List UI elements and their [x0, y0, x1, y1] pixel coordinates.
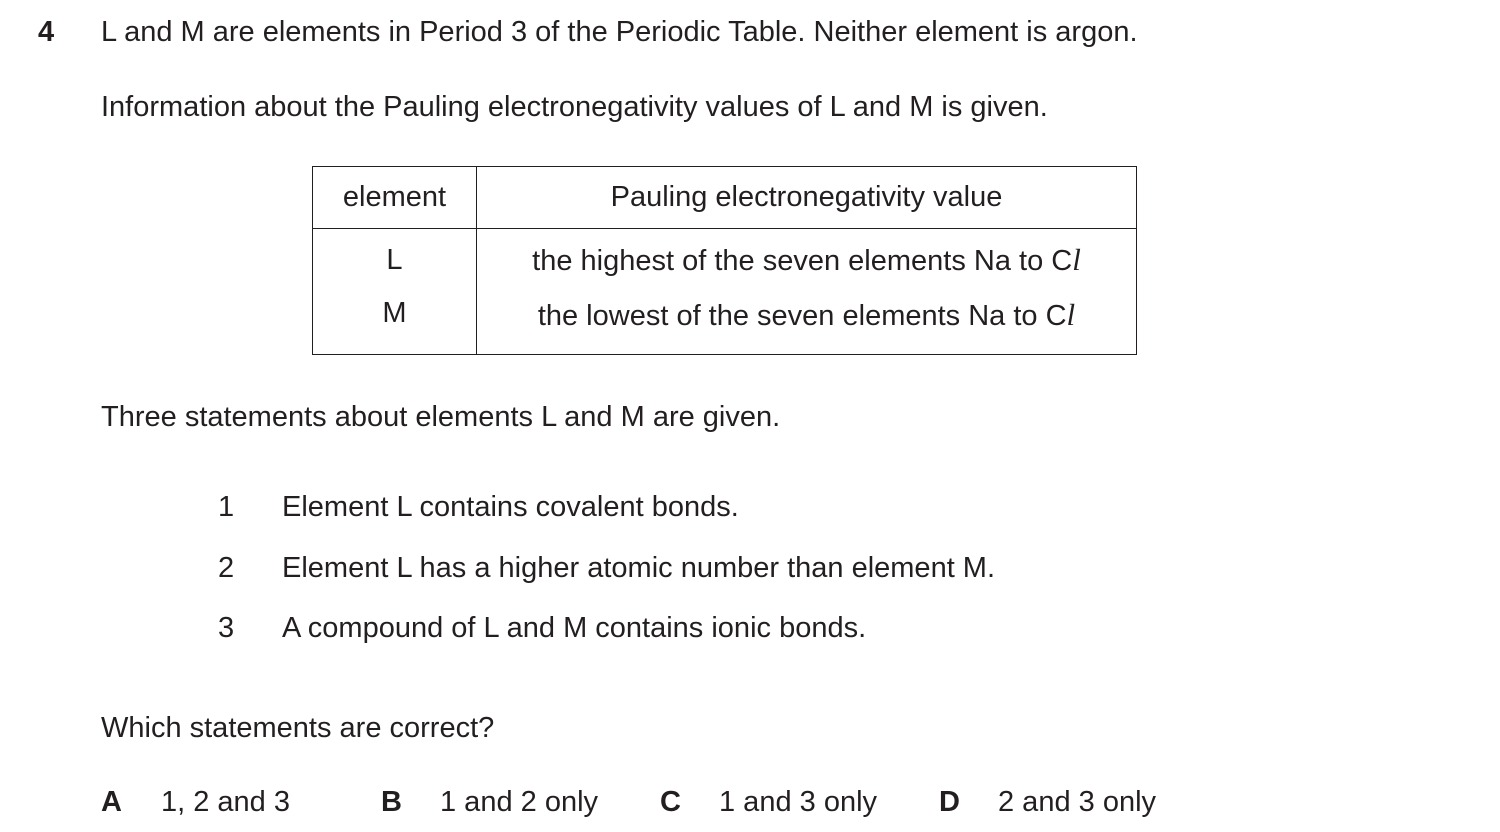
table-cell-value — [477, 229, 1137, 292]
electronegativity-table — [312, 166, 1137, 355]
table-cell-element: L — [313, 229, 477, 292]
statement-text: Element L contains covalent bonds. — [282, 491, 739, 523]
option-letter: C — [660, 786, 681, 818]
table-row — [313, 291, 1137, 355]
option-text: 1 and 2 only — [440, 786, 599, 818]
option-text: 2 and 3 only — [998, 786, 1157, 818]
table-header-value: Pauling electronegativity value — [477, 167, 1137, 229]
chlorine-l-symbol: l — [1072, 242, 1081, 277]
question-stem-line2: Information about the Pauling electronegativity values of L and M is given. — [101, 91, 1048, 123]
question-stem-line1: L and M are elements in Period 3 of the Periodic Table. Neither element is argon. — [101, 16, 1138, 48]
option-letter: D — [939, 786, 960, 818]
statement-text: A compound of L and M contains ionic bonds. — [282, 612, 867, 644]
statement-number: 1 — [218, 491, 235, 523]
value-text: the lowest of the seven elements Na to C — [537, 300, 1067, 332]
value-text: the highest of the seven elements Na to C — [532, 245, 1073, 277]
option-text: 1 and 3 only — [719, 786, 878, 818]
statement-number: 3 — [218, 612, 235, 644]
table-cell-value — [477, 291, 1137, 355]
statement-number: 2 — [218, 552, 235, 584]
option-text: 1, 2 and 3 — [161, 786, 290, 818]
statements-intro: Three statements about elements L and M are given. — [101, 401, 781, 433]
chlorine-l-symbol: l — [1066, 297, 1076, 332]
option-letter: A — [101, 786, 122, 818]
question-number: 4 — [38, 16, 55, 48]
table-row — [313, 229, 1137, 292]
option-letter: B — [381, 786, 402, 818]
table-header-element: element — [313, 167, 477, 229]
table-header-row — [313, 167, 1137, 229]
table-cell-element: M — [313, 291, 477, 355]
statement-text: Element L has a higher atomic number than element M. — [282, 552, 996, 584]
question-prompt: Which statements are correct? — [101, 712, 495, 744]
